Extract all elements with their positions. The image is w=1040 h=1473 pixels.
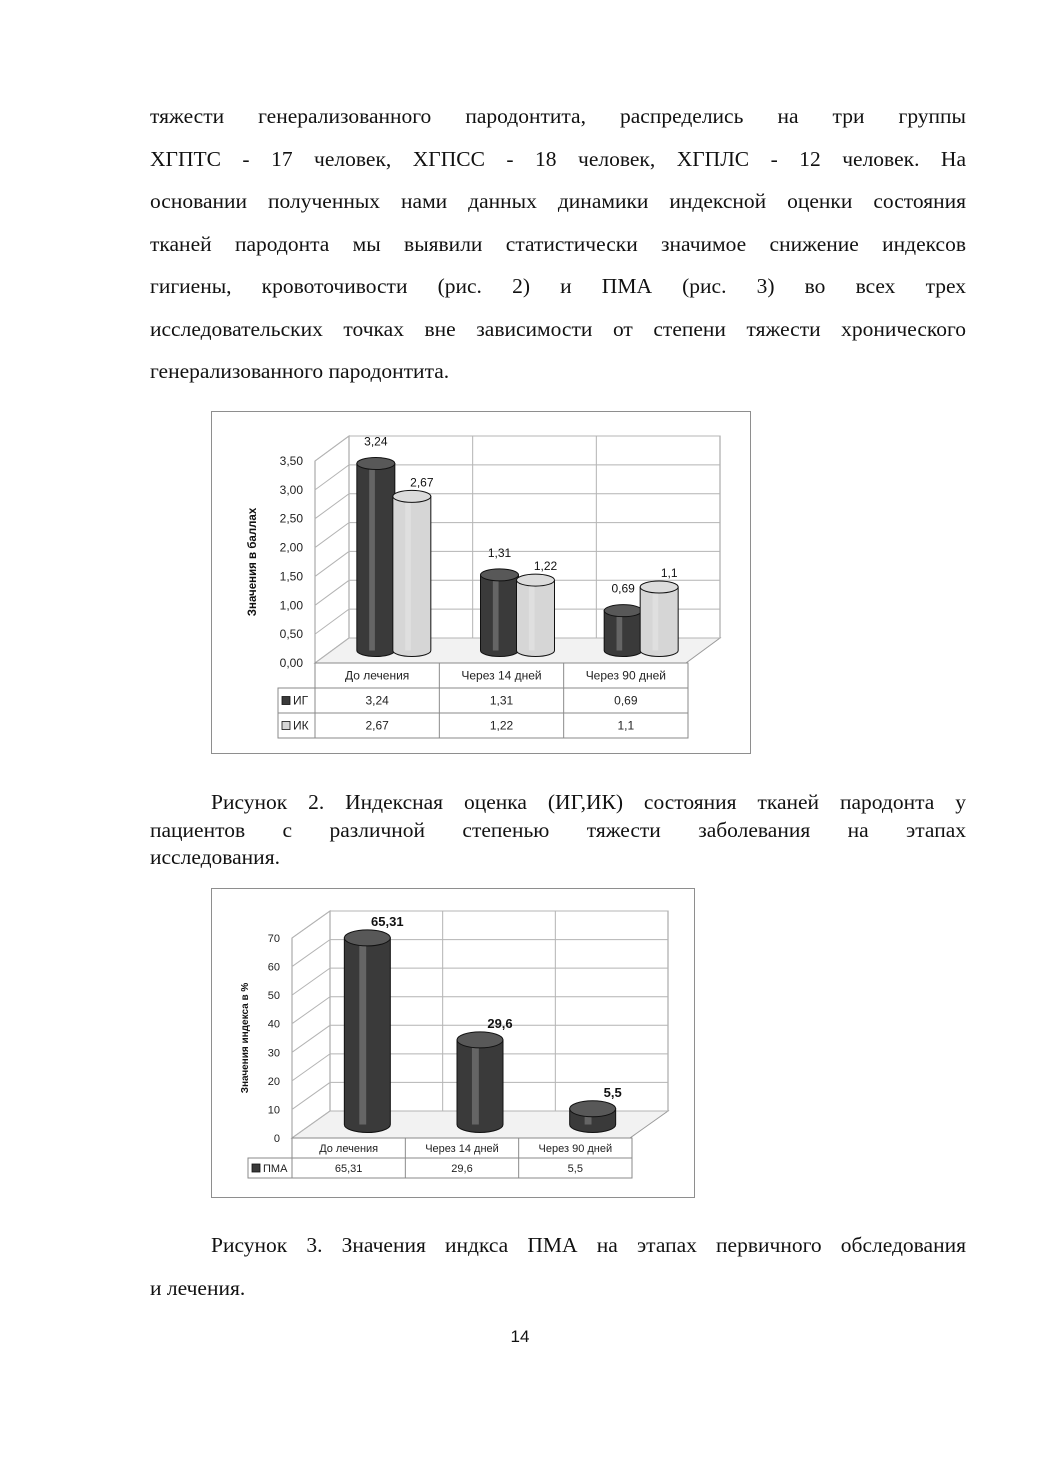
bar-body (604, 611, 642, 657)
y-tick-label: 50 (267, 990, 280, 1003)
category-label: Через 14 дней (425, 1143, 499, 1155)
table-value: 5,5 (567, 1163, 583, 1175)
bar-top (393, 490, 431, 502)
bar-top (517, 574, 555, 586)
bar-body (357, 464, 395, 657)
side-wall (315, 436, 349, 663)
bar-top (481, 569, 519, 581)
table-value: 65,31 (334, 1163, 363, 1175)
table-value: 3,24 (365, 693, 389, 708)
data-label: 29,6 (487, 1015, 513, 1031)
figure3-chart (211, 888, 695, 1198)
caption-line: Рисунок 3. Значения индкса ПМА на этапах первичного обследования (211, 1233, 966, 1257)
bar-body (344, 938, 390, 1133)
category-label: До лечения (319, 1143, 379, 1155)
bar-body (517, 580, 555, 656)
paragraph-line: ХГПТС - 17 человек, ХГПСС - 18 человек, ХГПЛС - 12 человек. На (150, 146, 966, 171)
side-wall (292, 911, 330, 1138)
bar-body (393, 496, 431, 656)
y-tick-label: 0,00 (279, 656, 303, 670)
figure2-caption (150, 789, 966, 872)
y-tick-label: 1,50 (279, 569, 303, 584)
data-label: 3,24 (364, 434, 388, 449)
paragraph-line: гигиены, кровоточивости (рис. 2) и ПМА (рис. 3) во всех трех (150, 274, 966, 298)
bar-ИГ-1 (481, 569, 519, 657)
paragraph-line: тяжести генерализованного пародонтита, распределись на три группы (150, 104, 966, 128)
y-tick-label: 60 (267, 961, 280, 974)
bar-body (481, 575, 519, 657)
bar-ПМА-0 (344, 930, 390, 1133)
table-value: 1,22 (489, 718, 514, 733)
paragraph-line: исследовательских точках вне зависимости от степени тяжести хронического (150, 316, 966, 341)
bar-highlight (493, 575, 499, 651)
bar-body (457, 1040, 503, 1133)
category-label: Через 14 дней (461, 668, 542, 683)
bar-top (344, 930, 390, 946)
page-number: 14 (510, 1327, 530, 1346)
category-label: Через 90 дней (585, 668, 666, 683)
y-tick-label: 0 (273, 1133, 280, 1145)
paragraph-line: основании полученных нами данных динамики индексной оценки состояния (150, 189, 966, 213)
category-label: До лечения (345, 668, 410, 683)
table-value: 0,69 (614, 693, 638, 708)
y-axis-label: Значения в баллах (247, 507, 259, 617)
bar-highlight (405, 496, 411, 650)
bar-ПМА-2 (570, 1101, 616, 1133)
y-tick-label: 70 (267, 933, 280, 945)
caption-line: Рисунок 2. Индексная оценка (ИГ,ИК) состояния тканей пародонта у (211, 790, 966, 814)
y-tick-label: 30 (267, 1047, 280, 1060)
bar-top (604, 605, 642, 617)
bar-highlight (369, 464, 375, 651)
data-label: 1,22 (533, 559, 558, 574)
figure2-chart-svg (212, 412, 750, 753)
bar-ПМА-1 (457, 1032, 503, 1133)
data-label: 5,5 (603, 1084, 622, 1100)
bar-top (357, 458, 395, 470)
y-tick-label: 10 (267, 1104, 280, 1117)
table-value: 29,6 (451, 1163, 473, 1175)
bar-top (640, 581, 678, 593)
bar-highlight (472, 1040, 479, 1125)
caption-line: пациентов с различной степенью тяжести заболевания на этапах (150, 817, 966, 842)
table-value: 1,31 (489, 693, 514, 708)
data-label: 2,67 (410, 475, 434, 490)
figure3-chart-svg (212, 889, 694, 1197)
y-tick-label: 2,00 (279, 540, 303, 555)
caption-line: и лечения. (150, 1275, 246, 1300)
y-tick-label: 3,50 (279, 454, 303, 468)
bar-highlight (359, 938, 366, 1125)
bar-top (457, 1032, 503, 1048)
category-label: Через 90 дней (538, 1143, 613, 1155)
data-label: 1,1 (660, 566, 678, 581)
bar-body (640, 587, 678, 656)
y-tick-label: 2,50 (279, 511, 303, 526)
caption-line: исследования. (150, 845, 280, 869)
legend-key (252, 1164, 260, 1172)
data-label: 65,31 (371, 913, 404, 929)
y-axis-label: Значения индекса в % (240, 982, 251, 1094)
figure2-chart (211, 411, 751, 754)
y-tick-label: 20 (267, 1075, 280, 1088)
legend-key (282, 697, 290, 705)
y-tick-label: 1,00 (279, 598, 303, 613)
data-label: 0,69 (611, 581, 635, 596)
bar-ИК-0 (393, 490, 431, 656)
table-value: 2,67 (365, 718, 389, 733)
bar-ИГ-2 (604, 605, 642, 657)
legend-key (282, 722, 290, 730)
legend-label: ПМА (263, 1163, 288, 1175)
legend-label: ИК (293, 718, 309, 733)
y-tick-label: 40 (267, 1018, 280, 1031)
bar-ИГ-0 (357, 458, 395, 657)
paragraph-line: тканей пародонта мы выявили статистически значимое снижение индексов (150, 231, 966, 256)
data-label: 1,31 (487, 545, 512, 560)
y-tick-label: 3,00 (279, 482, 303, 497)
bar-highlight (653, 587, 659, 650)
legend-label: ИГ (293, 693, 309, 708)
y-tick-label: 0,50 (279, 627, 303, 642)
figure3-caption (150, 1224, 966, 1309)
bar-highlight (529, 580, 535, 650)
table-value: 1,1 (617, 718, 635, 733)
bar-top (570, 1101, 616, 1117)
bar-ИК-1 (517, 574, 555, 656)
body-paragraph (150, 95, 966, 393)
paragraph-line: генерализованного пародонтита. (150, 359, 450, 383)
bar-ИК-2 (640, 581, 678, 656)
